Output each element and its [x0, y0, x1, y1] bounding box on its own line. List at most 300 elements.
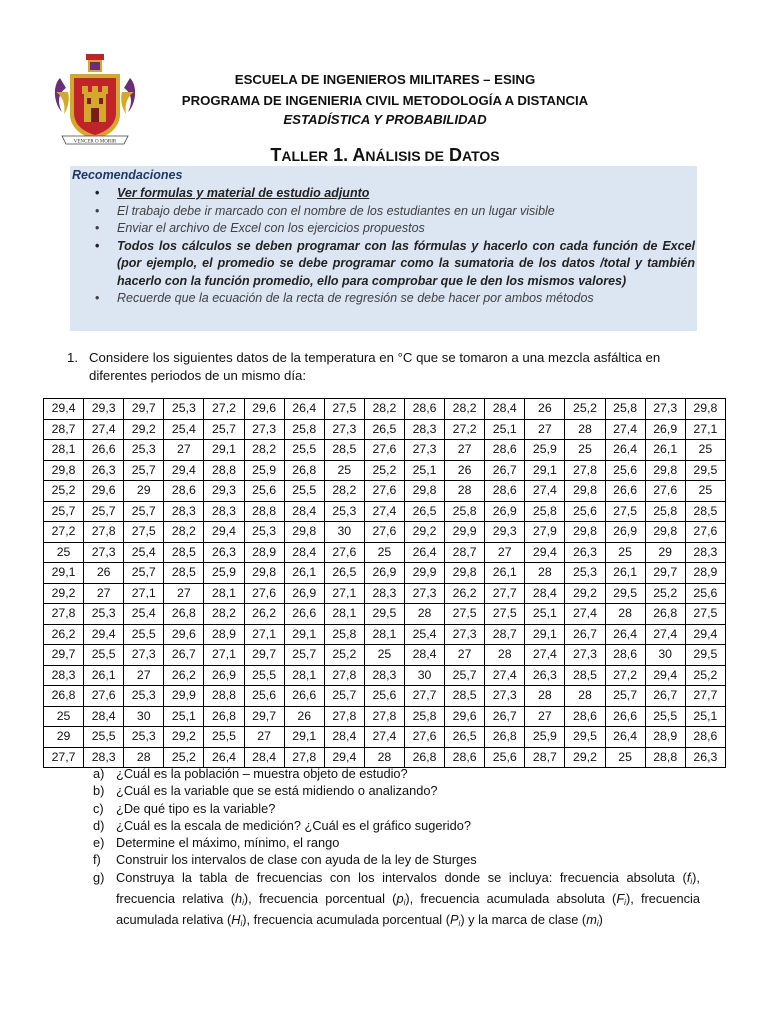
table-cell: 25,9	[525, 727, 565, 748]
bullet: •	[95, 186, 100, 200]
symbol: m	[586, 912, 597, 928]
esing-crest-logo	[52, 52, 138, 148]
sub-question-text	[116, 870, 700, 928]
recommendation-item	[70, 290, 697, 308]
table-cell: 29,5	[605, 583, 645, 604]
table-cell: 25,6	[685, 583, 725, 604]
text-segment: ), frecuencia acumulada absoluta (	[405, 891, 617, 907]
table-cell: 25,6	[485, 747, 525, 768]
table-cell: 27,1	[324, 583, 364, 604]
table-row	[44, 563, 726, 584]
table-cell: 26,6	[605, 481, 645, 502]
table-cell: 28,4	[244, 747, 284, 768]
table-cell: 27,3	[645, 399, 685, 420]
table-cell: 26,5	[324, 563, 364, 584]
table-cell: 28,3	[204, 501, 244, 522]
table-cell: 25,2	[164, 747, 204, 768]
table-cell: 28,3	[84, 747, 124, 768]
table-cell: 27,8	[84, 522, 124, 543]
table-cell: 28	[404, 604, 444, 625]
table-cell: 29,5	[364, 604, 404, 625]
table-cell: 28,4	[525, 583, 565, 604]
table-cell: 29,8	[284, 522, 324, 543]
recommendation-text: El trabajo debe ir marcado con el nombre de los estudiantes en un lugar visible	[117, 203, 555, 218]
sub-question-letter: g)	[93, 869, 105, 885]
table-cell: 29,7	[124, 399, 164, 420]
table-cell: 28,3	[404, 419, 444, 440]
table-cell: 28,8	[204, 460, 244, 481]
table-cell: 26,9	[284, 583, 324, 604]
table-cell: 26,9	[364, 563, 404, 584]
table-cell: 26,7	[485, 460, 525, 481]
table-cell: 29,9	[404, 563, 444, 584]
table-cell: 29,7	[44, 645, 84, 666]
table-cell: 28,1	[44, 440, 84, 461]
table-cell: 28,2	[324, 481, 364, 502]
table-cell: 27,3	[485, 686, 525, 707]
table-cell: 26,9	[645, 419, 685, 440]
title-rest-4: ATOS	[462, 148, 500, 164]
table-cell: 26,4	[605, 624, 645, 645]
table-cell: 25,1	[685, 706, 725, 727]
table-row	[44, 604, 726, 625]
table-cell: 26,2	[445, 583, 485, 604]
table-cell: 27,2	[44, 522, 84, 543]
symbol: P	[449, 912, 459, 928]
table-cell: 26	[84, 563, 124, 584]
table-cell: 25,5	[284, 481, 324, 502]
recommendations-heading: Recomendaciones	[72, 168, 183, 182]
sub-question-f	[93, 851, 700, 868]
table-cell: 28,9	[645, 727, 685, 748]
table-cell: 29,4	[525, 542, 565, 563]
recommendation-text: Todos los cálculos se deben programar con las fórmulas y hacerlo con cada función de Excel (por ejemplo, el promedio se debe programar como la sumatoria de los datos /total y también hacerlo con la función promedio, ello para comprobar que le den los mismos valores)	[117, 238, 695, 288]
table-cell: 26,6	[605, 706, 645, 727]
table-cell: 26,8	[485, 727, 525, 748]
table-row	[44, 624, 726, 645]
table-cell: 28	[525, 563, 565, 584]
subscript: i	[690, 876, 693, 886]
title-rest-1: ALLER	[281, 148, 329, 164]
table-cell: 25,6	[244, 481, 284, 502]
table-cell: 27,8	[324, 706, 364, 727]
recommendation-text: Ver formulas y material de estudio adjunto	[117, 186, 370, 200]
table-cell: 28,2	[445, 399, 485, 420]
table-cell: 28	[565, 686, 605, 707]
table-row	[44, 542, 726, 563]
table-cell: 28,4	[485, 399, 525, 420]
table-cell: 29,4	[685, 624, 725, 645]
table-cell: 26,3	[84, 460, 124, 481]
table-cell: 28,3	[685, 542, 725, 563]
table-cell: 27,7	[685, 686, 725, 707]
table-cell: 29,2	[44, 583, 84, 604]
table-row	[44, 419, 726, 440]
table-cell: 29,3	[84, 399, 124, 420]
table-cell: 25,3	[124, 727, 164, 748]
table-cell: 27	[164, 440, 204, 461]
text-segment: ), frecuencia acumulada relativa (	[116, 891, 701, 928]
table-cell: 27,8	[364, 706, 404, 727]
table-cell: 28,6	[485, 481, 525, 502]
recommendation-item	[70, 238, 697, 291]
table-cell: 29,7	[244, 645, 284, 666]
table-cell: 28,5	[164, 563, 204, 584]
table-cell: 28	[525, 686, 565, 707]
sub-question-text: ¿Cuál es la población – muestra objeto de estudio?	[116, 766, 408, 781]
table-cell: 25,4	[124, 542, 164, 563]
table-cell: 25,2	[645, 583, 685, 604]
table-cell: 25,5	[645, 706, 685, 727]
symbol: H	[231, 912, 241, 928]
table-cell: 25,6	[244, 686, 284, 707]
table-cell: 25,3	[164, 399, 204, 420]
table-cell: 29,2	[565, 747, 605, 768]
table-cell: 27,3	[565, 645, 605, 666]
table-cell: 27,2	[204, 399, 244, 420]
table-cell: 25,3	[565, 563, 605, 584]
table-cell: 27,3	[84, 542, 124, 563]
svg-text:VENCER O MORIR: VENCER O MORIR	[73, 139, 117, 145]
table-cell: 29	[44, 727, 84, 748]
table-cell: 25	[605, 542, 645, 563]
table-cell: 26,9	[204, 665, 244, 686]
recommendations-box	[70, 166, 697, 331]
sub-question-g	[93, 869, 700, 933]
sub-question-text: ¿Cuál es la escala de medición? ¿Cuál es el gráfico sugerido?	[116, 817, 471, 833]
table-cell: 26,3	[204, 542, 244, 563]
table-cell: 25	[605, 747, 645, 768]
sub-question-letter: e)	[93, 835, 105, 851]
table-cell: 26,6	[284, 604, 324, 625]
table-cell: 25,9	[525, 440, 565, 461]
table-cell: 28,4	[324, 727, 364, 748]
table-cell: 25,6	[605, 460, 645, 481]
table-cell: 27,6	[685, 522, 725, 543]
symbol: F	[616, 891, 625, 907]
table-cell: 28,1	[324, 604, 364, 625]
table-cell: 28,1	[204, 583, 244, 604]
table-cell: 27	[445, 645, 485, 666]
table-cell: 25,5	[204, 727, 244, 748]
table-cell: 27,5	[685, 604, 725, 625]
sub-question-text: Determine el máximo, mínimo, el rango	[116, 835, 340, 851]
table-row	[44, 727, 726, 748]
table-cell: 26,1	[645, 440, 685, 461]
table-cell: 27,7	[485, 583, 525, 604]
table-cell: 28,2	[204, 604, 244, 625]
table-cell: 28	[565, 419, 605, 440]
table-cell: 26,8	[284, 460, 324, 481]
table-cell: 25,8	[324, 624, 364, 645]
text-segment: )	[598, 912, 603, 928]
table-cell: 29,8	[244, 563, 284, 584]
table-cell: 28,5	[685, 501, 725, 522]
table-cell: 29,8	[44, 460, 84, 481]
table-cell: 26	[445, 460, 485, 481]
table-cell: 28,8	[204, 686, 244, 707]
table-cell: 29,2	[124, 419, 164, 440]
table-cell: 30	[124, 706, 164, 727]
table-cell: 25,2	[565, 399, 605, 420]
table-cell: 27,6	[324, 542, 364, 563]
table-cell: 28,1	[284, 665, 324, 686]
table-cell: 28,9	[685, 563, 725, 584]
bullet: •	[95, 221, 100, 235]
table-cell: 27,6	[645, 481, 685, 502]
table-cell: 25,8	[645, 501, 685, 522]
table-cell: 26,3	[565, 542, 605, 563]
table-cell: 28	[364, 747, 404, 768]
table-cell: 26,4	[284, 399, 324, 420]
bullet: •	[95, 291, 100, 305]
table-row	[44, 583, 726, 604]
table-cell: 26,4	[605, 727, 645, 748]
table-cell: 25,4	[164, 419, 204, 440]
table-cell: 26,7	[164, 645, 204, 666]
table-cell: 25,8	[445, 501, 485, 522]
subscript: i	[403, 898, 406, 908]
table-cell: 29,8	[685, 399, 725, 420]
table-cell: 25,3	[84, 604, 124, 625]
program-name: PROGRAMA DE INGENIERIA CIVIL METODOLOGÍA A DISTANCIA	[181, 93, 589, 108]
table-cell: 27	[525, 706, 565, 727]
table-cell: 27,6	[364, 522, 404, 543]
table-cell: 28	[124, 747, 164, 768]
table-cell: 25,8	[404, 706, 444, 727]
table-cell: 25,5	[124, 624, 164, 645]
table-cell: 27,6	[244, 583, 284, 604]
table-cell: 29,7	[244, 706, 284, 727]
table-cell: 27,6	[364, 481, 404, 502]
table-cell: 29,3	[204, 481, 244, 502]
table-cell: 27	[445, 440, 485, 461]
table-cell: 27,5	[124, 522, 164, 543]
table-cell: 25	[364, 645, 404, 666]
table-cell: 27,7	[44, 747, 84, 768]
table-cell: 27,1	[244, 624, 284, 645]
table-cell: 27,7	[404, 686, 444, 707]
table-row	[44, 665, 726, 686]
table-cell: 29,2	[565, 583, 605, 604]
table-cell: 29,9	[164, 686, 204, 707]
bullet: •	[95, 238, 100, 253]
table-cell: 27,4	[485, 665, 525, 686]
table-cell: 29,3	[485, 522, 525, 543]
table-cell: 27,6	[84, 686, 124, 707]
table-cell: 29,4	[324, 747, 364, 768]
table-cell: 25	[324, 460, 364, 481]
table-cell: 25,4	[124, 604, 164, 625]
table-cell: 28,5	[164, 542, 204, 563]
table-cell: 29,1	[284, 727, 324, 748]
table-cell: 26,5	[364, 419, 404, 440]
table-cell: 28,6	[565, 706, 605, 727]
table-cell: 26	[284, 706, 324, 727]
table-cell: 28,8	[244, 501, 284, 522]
table-cell: 29,8	[645, 460, 685, 481]
table-cell: 27,4	[645, 624, 685, 645]
table-row	[44, 501, 726, 522]
table-cell: 26,1	[485, 563, 525, 584]
table-cell: 25,8	[284, 419, 324, 440]
course-name: ESTADÍSTICA Y PROBABILIDAD	[283, 112, 487, 127]
table-cell: 29	[645, 542, 685, 563]
table-cell: 25,4	[404, 624, 444, 645]
table-row	[44, 399, 726, 420]
table-cell: 28,3	[364, 665, 404, 686]
table-cell: 28,5	[445, 686, 485, 707]
temperature-data-table	[43, 398, 726, 768]
table-cell: 29,8	[404, 481, 444, 502]
table-cell: 26,7	[565, 624, 605, 645]
table-cell: 29,1	[525, 460, 565, 481]
table-cell: 28,3	[44, 665, 84, 686]
text-segment: ) y la marca de clase (	[460, 912, 587, 928]
table-cell: 25,1	[404, 460, 444, 481]
table-cell: 27	[84, 583, 124, 604]
table-row	[44, 460, 726, 481]
subscript: i	[242, 898, 244, 908]
table-cell: 25,7	[284, 645, 324, 666]
table-cell: 29,5	[685, 645, 725, 666]
table-cell: 27	[164, 583, 204, 604]
table-cell: 29,7	[645, 563, 685, 584]
table-cell: 27,8	[565, 460, 605, 481]
symbol: f	[686, 869, 691, 885]
table-cell: 27,9	[525, 522, 565, 543]
table-cell: 29,5	[685, 460, 725, 481]
table-cell: 27,1	[124, 583, 164, 604]
table-cell: 27,3	[445, 624, 485, 645]
table-cell: 30	[324, 522, 364, 543]
table-cell: 28,2	[164, 522, 204, 543]
table-cell: 27,5	[324, 399, 364, 420]
table-row	[44, 686, 726, 707]
subscript: i	[624, 898, 626, 908]
table-cell: 28,9	[244, 542, 284, 563]
table-cell: 28,6	[164, 481, 204, 502]
table-cell: 29,4	[645, 665, 685, 686]
table-cell: 27,1	[685, 419, 725, 440]
table-cell: 26,2	[164, 665, 204, 686]
table-cell: 25,2	[44, 481, 84, 502]
table-cell: 27,8	[44, 604, 84, 625]
table-cell: 27,5	[445, 604, 485, 625]
table-cell: 25,7	[445, 665, 485, 686]
table-cell: 25	[685, 440, 725, 461]
table-cell: 26,1	[84, 665, 124, 686]
table-cell: 27,8	[324, 665, 364, 686]
table-cell: 25,7	[324, 686, 364, 707]
sub-question-letter: c)	[93, 800, 104, 816]
table-cell: 26,8	[645, 604, 685, 625]
table-cell: 25,3	[244, 522, 284, 543]
table-row	[44, 522, 726, 543]
table-cell: 25,6	[364, 686, 404, 707]
recommendation-text: Enviar el archivo de Excel con los ejercicios propuestos	[117, 221, 425, 235]
table-cell: 25,9	[244, 460, 284, 481]
recommendations-list	[70, 185, 697, 308]
table-cell: 28,2	[364, 399, 404, 420]
table-cell: 29,2	[404, 522, 444, 543]
sub-question-text: Construir los intervalos de clase con ayuda de la ley de Sturges	[116, 852, 477, 868]
table-cell: 29,6	[244, 399, 284, 420]
table-cell: 28	[605, 604, 645, 625]
table-cell: 28,6	[605, 645, 645, 666]
table-cell: 25,3	[124, 440, 164, 461]
title-part-2: 1. A	[328, 145, 366, 165]
title-rest-3: NÁLISIS DE	[365, 148, 444, 164]
table-cell: 27	[244, 727, 284, 748]
table-cell: 26,6	[284, 686, 324, 707]
bullet: •	[95, 203, 100, 218]
text-segment: ), frecuencia relativa (	[116, 869, 700, 907]
table-cell: 28,6	[445, 747, 485, 768]
sub-question-letter: d)	[93, 817, 105, 833]
table-cell: 29,4	[84, 624, 124, 645]
table-cell: 28,4	[84, 706, 124, 727]
sub-question-letter: f)	[93, 852, 101, 868]
table-cell: 26,1	[284, 563, 324, 584]
sub-question-letter: a)	[93, 766, 105, 781]
table-cell: 30	[645, 645, 685, 666]
text-segment: ), frecuencia porcentual (	[243, 891, 397, 907]
table-cell: 28,6	[485, 440, 525, 461]
table-cell: 29,9	[445, 522, 485, 543]
table-cell: 28,3	[364, 583, 404, 604]
table-cell: 27,1	[204, 645, 244, 666]
title-cap-1: T	[270, 145, 282, 165]
table-cell: 27,4	[84, 419, 124, 440]
table-cell: 28,7	[445, 542, 485, 563]
table-cell: 27,6	[364, 440, 404, 461]
table-cell: 26,4	[605, 440, 645, 461]
subscript: i	[458, 919, 461, 929]
table-cell: 25,7	[124, 460, 164, 481]
table-cell: 27,5	[605, 501, 645, 522]
table-row	[44, 645, 726, 666]
table-cell: 29,8	[565, 522, 605, 543]
table-cell: 28,4	[284, 501, 324, 522]
table-cell: 26,6	[84, 440, 124, 461]
table-cell: 26,2	[244, 604, 284, 625]
sub-question-letter: b)	[93, 783, 105, 799]
table-cell: 28,3	[164, 501, 204, 522]
table-cell: 29,6	[84, 481, 124, 502]
table-cell: 26,9	[605, 522, 645, 543]
table-cell: 25	[44, 542, 84, 563]
table-cell: 25,8	[605, 399, 645, 420]
school-name: ESCUELA DE INGENIEROS MILITARES – ESING	[234, 72, 536, 87]
table-cell: 30	[404, 665, 444, 686]
table-cell: 25,8	[525, 501, 565, 522]
table-cell: 27	[525, 419, 565, 440]
table-row	[44, 706, 726, 727]
symbol: p	[396, 891, 404, 907]
table-cell: 28,5	[565, 665, 605, 686]
table-cell: 29,5	[565, 727, 605, 748]
table-cell: 28,4	[404, 645, 444, 666]
table-row	[44, 440, 726, 461]
table-cell: 25,3	[124, 686, 164, 707]
table-cell: 29,1	[284, 624, 324, 645]
subscript: i	[596, 919, 599, 929]
table-cell: 28,7	[525, 747, 565, 768]
table-cell: 25,5	[84, 645, 124, 666]
table-cell: 26,8	[44, 686, 84, 707]
table-cell: 26,8	[164, 604, 204, 625]
